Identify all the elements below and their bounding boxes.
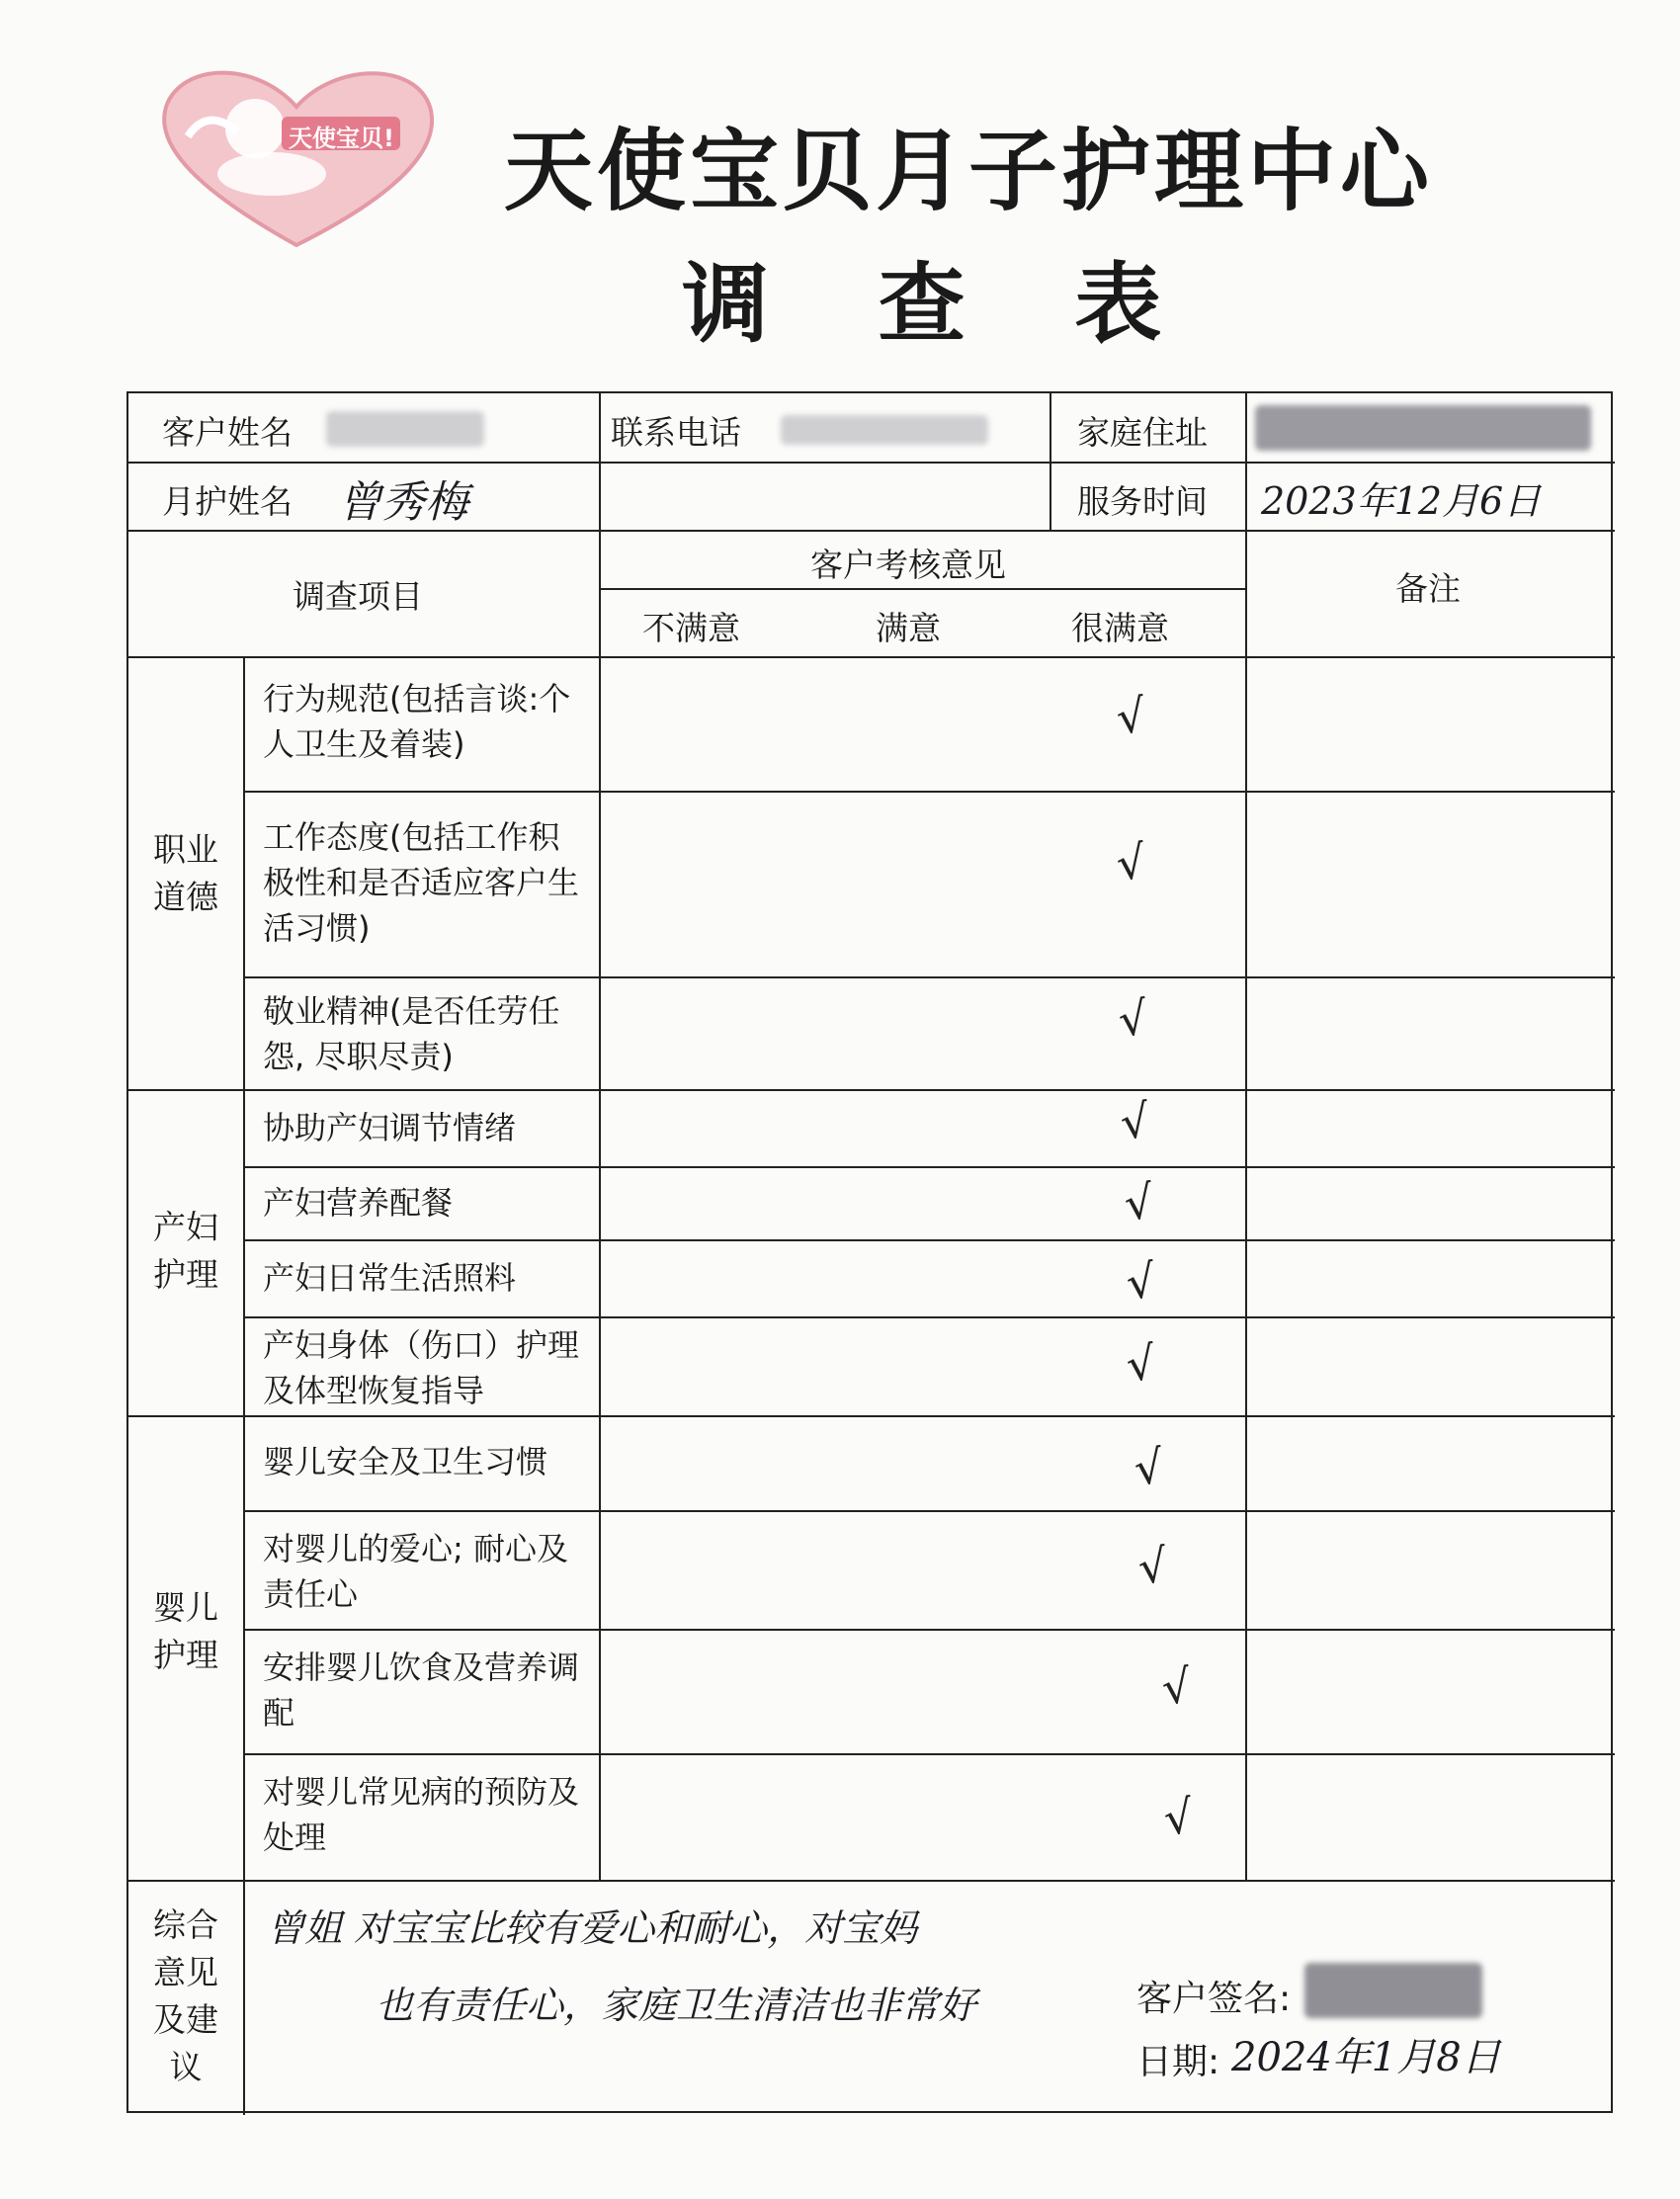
logo <box>148 57 445 255</box>
survey-form <box>126 391 1613 2113</box>
very-satisfied-header: 很满意 <box>1071 609 1169 647</box>
service-time-value: 2023年12月6日 <box>1261 479 1542 523</box>
check-mark-icon: √ <box>1123 1335 1159 1393</box>
nurse-name-label: 月护姓名 <box>162 482 293 521</box>
item-text: 产妇身体（伤口）护理及体型恢复指导 <box>263 1326 580 1409</box>
item-text: 对婴儿常见病的预防及处理 <box>263 1773 580 1856</box>
page-subtitle: 调 查 表 <box>682 253 1202 355</box>
check-mark-icon: √ <box>1113 688 1149 745</box>
customer-name-label: 客户姓名 <box>162 413 293 452</box>
opinion-header: 客户考核意见 <box>810 546 1006 584</box>
group-maternal-care: 产妇护理 <box>153 1208 218 1294</box>
redacted-address <box>1255 405 1591 451</box>
item-text: 敬业精神(是否任劳任怨, 尽职尽责) <box>263 992 560 1075</box>
check-mark-icon: √ <box>1113 834 1149 891</box>
item-text: 婴儿安全及卫生习惯 <box>263 1443 548 1480</box>
item-text: 安排婴儿饮食及营养调配 <box>263 1649 580 1732</box>
check-mark-icon: √ <box>1134 1538 1171 1595</box>
redacted-phone <box>781 415 988 445</box>
check-mark-icon: √ <box>1123 1253 1159 1311</box>
item-text: 行为规范(包括言谈:个人卫生及着装) <box>263 680 571 763</box>
page-title: 天使宝贝月子护理中心 <box>504 120 1433 223</box>
date-label: 日期: <box>1136 2042 1220 2082</box>
survey-item-header: 调查项目 <box>293 577 423 616</box>
comments-line-1: 曾姐 对宝宝比较有爱心和耐心，对宝妈 <box>267 1906 918 1950</box>
check-mark-icon: √ <box>1131 1439 1167 1496</box>
check-mark-icon: √ <box>1121 1174 1157 1231</box>
redacted-signature <box>1304 1963 1482 2018</box>
unsatisfied-header: 不满意 <box>642 609 740 647</box>
item-text: 对婴儿的爱心; 耐心及责任心 <box>263 1530 568 1613</box>
group-professional-ethics: 职业道德 <box>153 830 218 916</box>
item-text: 产妇营养配餐 <box>263 1184 454 1222</box>
item-text: 工作态度(包括工作积极性和是否适应客户生活习惯) <box>263 818 580 947</box>
redacted-customer-name <box>326 411 484 447</box>
check-mark-icon: √ <box>1160 1789 1197 1846</box>
remarks-header: 备注 <box>1395 569 1461 608</box>
item-text: 产妇日常生活照料 <box>263 1259 517 1297</box>
satisfied-header: 满意 <box>876 609 941 647</box>
check-mark-icon: √ <box>1158 1658 1195 1716</box>
nurse-name-value: 曾秀梅 <box>338 477 468 528</box>
comments-label: 综合意见及建议 <box>153 1905 218 2086</box>
signature-label: 客户签名: <box>1136 1979 1292 2019</box>
item-text: 协助产妇调节情绪 <box>263 1109 517 1146</box>
heart-logo-icon <box>148 57 445 255</box>
group-infant-care: 婴儿护理 <box>153 1588 218 1674</box>
check-mark-icon: √ <box>1117 1093 1153 1150</box>
phone-label: 联系电话 <box>611 413 741 452</box>
check-mark-icon: √ <box>1115 990 1151 1048</box>
date-value: 2024年1月8日 <box>1231 2035 1501 2080</box>
logo-text: 天使宝贝! <box>289 125 394 152</box>
address-label: 家庭住址 <box>1077 413 1208 452</box>
comments-line-2: 也有责任心，家庭卫生清洁也非常好 <box>376 1984 977 2027</box>
service-time-label: 服务时间 <box>1077 482 1208 521</box>
